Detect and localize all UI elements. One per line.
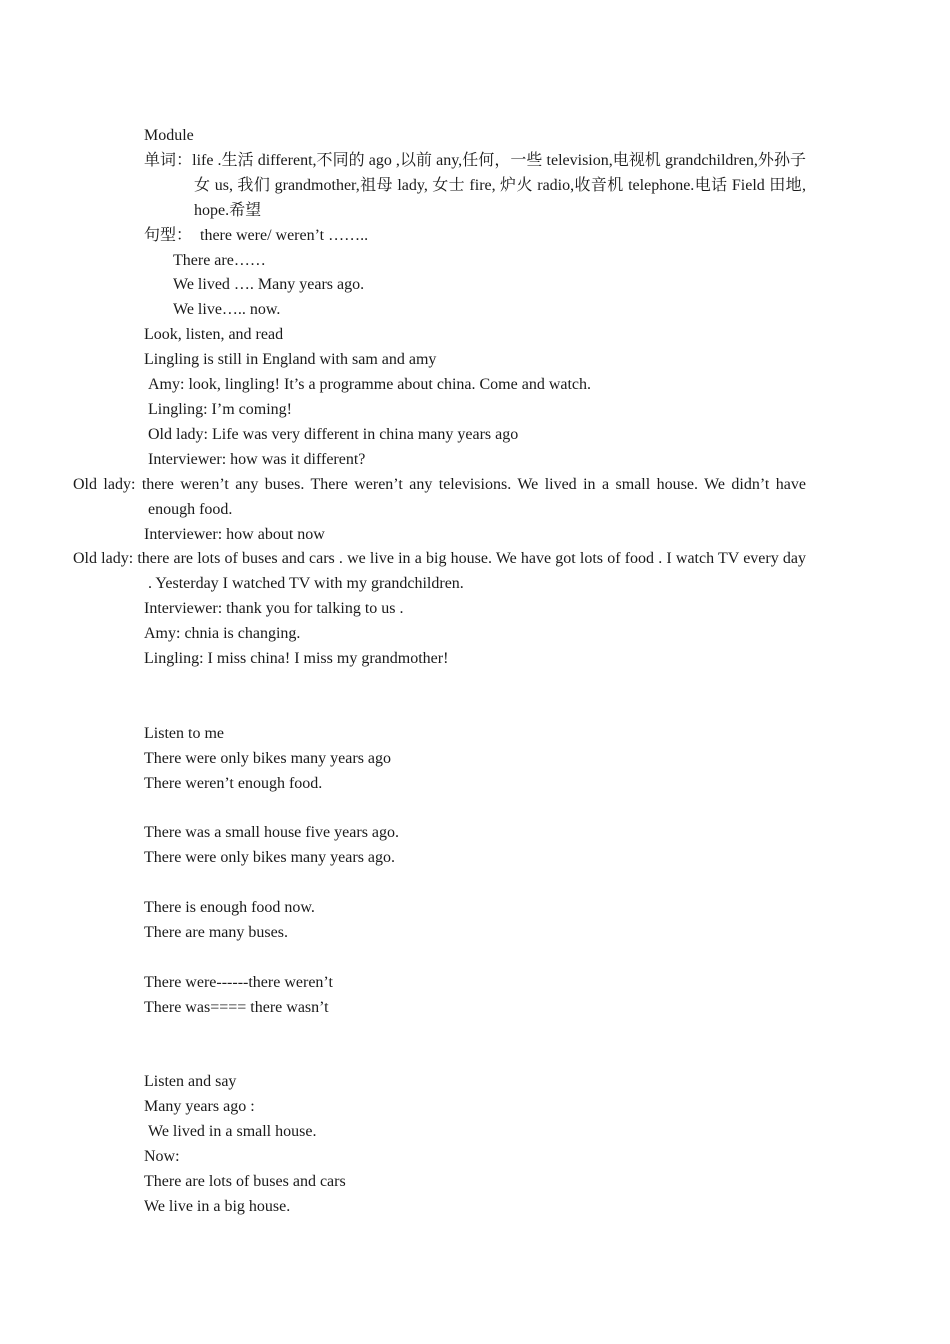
dialogue-line: Old lady: Life was very different in china many years ago [148, 425, 519, 443]
sentence-pattern-line: We lived …. Many years ago. [173, 276, 365, 294]
dialogue-line: Old lady: there weren’t any buses. There weren’t any televisions. We lived in a small house. We didn’t have enough food. [73, 475, 806, 518]
dialogue-line: Old lady: there are lots of buses and cars . we live in a big house. We have got lots of food . I watch TV every day . Yesterday I watched TV with my grandchildren. [73, 550, 806, 593]
example-sentence: There is enough food now. [144, 899, 315, 917]
dialogue-line: Lingling: I’m coming! [148, 400, 292, 418]
spacer [144, 946, 806, 971]
dialogue-intro: Lingling is still in England with sam and amy [144, 351, 437, 369]
spacer [144, 672, 806, 722]
section-heading-look-listen-read: Look, listen, and read [144, 326, 284, 344]
say-line: We live in a big house. [144, 1197, 291, 1215]
say-line: There are lots of buses and cars [144, 1172, 346, 1190]
say-line: Now: [144, 1148, 180, 1166]
sentence-pattern-line: There are…… [173, 251, 266, 269]
dialogue-line: Interviewer: how about now [144, 525, 325, 543]
sentence-pattern-line: We live….. now. [173, 301, 281, 319]
module-title: Module [144, 127, 194, 144]
spacer [144, 871, 806, 896]
section-heading-listen-to-me: Listen to me [144, 724, 224, 742]
say-line: Many years ago : [144, 1098, 255, 1116]
vocabulary-list: 单词：life .生活 different,不同的 ago ,以前 any,任何，一些 television,电视机 grandchildren,外孙子女 us, 我们 grandmother,祖母 lady, 女士 fire, 炉火 radio,收音机 telephone.电话 Field 田地, hope.希望 [144, 151, 806, 219]
dialogue-line: Amy: look, lingling! It’s a programme about china. Come and watch. [148, 376, 592, 394]
dialogue-line: Lingling: I miss china! I miss my grandmother! [144, 650, 449, 668]
spacer [144, 796, 806, 821]
example-sentence: There was a small house five years ago. [144, 824, 400, 842]
example-sentence: There are many buses. [144, 923, 288, 941]
dialogue-line: Interviewer: thank you for talking to us . [144, 600, 404, 618]
spacer [144, 1021, 806, 1071]
example-sentence: There were only bikes many years ago [144, 749, 392, 767]
document-page [73, 124, 806, 1220]
dialogue-line: Amy: chnia is changing. [144, 625, 301, 643]
say-line: We lived in a small house. [148, 1123, 317, 1141]
dialogue-line: Interviewer: how was it different? [148, 450, 366, 468]
section-heading-listen-and-say: Listen and say [144, 1073, 237, 1091]
example-sentence: There weren’t enough food. [144, 774, 323, 792]
example-sentence: There were only bikes many years ago. [144, 849, 396, 867]
example-sentence: There was==== there wasn’t [144, 998, 329, 1016]
sentence-pattern-label: 句型： there were/ weren’t …….. [144, 226, 369, 244]
example-sentence: There were------there weren’t [144, 973, 333, 991]
